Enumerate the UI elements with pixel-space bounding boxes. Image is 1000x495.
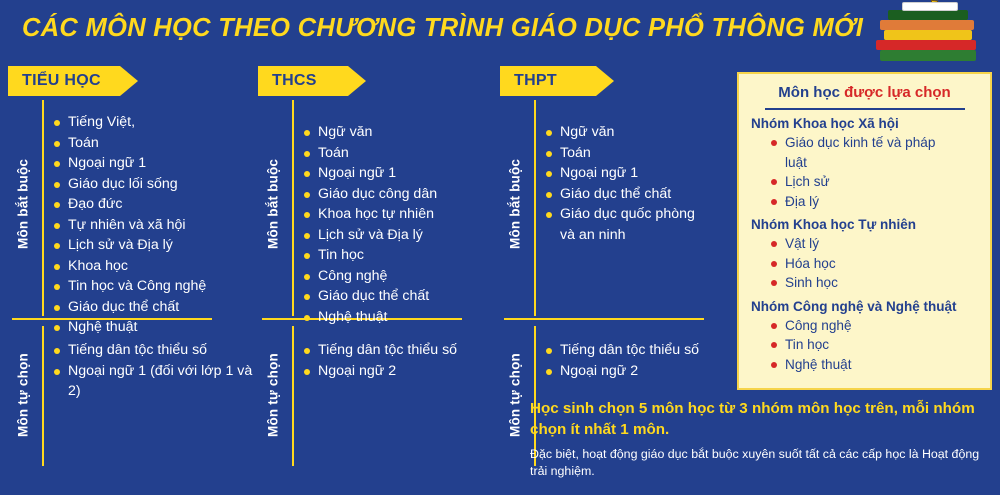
list-item: Nghệ thuật bbox=[54, 317, 206, 338]
list-item: Toán bbox=[546, 143, 696, 164]
panel-list-item: Giáo dục kinh tế và pháp luật bbox=[769, 133, 949, 172]
group-title-cong-nghe: Nhóm Công nghệ và Nghệ thuật bbox=[751, 298, 957, 314]
list-item: Ngoại ngữ 2 bbox=[546, 361, 699, 382]
panel-title-plain: Môn học bbox=[778, 84, 845, 101]
list-item: Ngoại ngữ 1 bbox=[54, 153, 206, 174]
elective-subjects-panel bbox=[737, 72, 992, 390]
group-title-tu-nhien: Nhóm Khoa học Tự nhiên bbox=[751, 217, 917, 232]
label-mon-tu-chon-2: Môn tự chọn bbox=[265, 353, 281, 437]
panel-list-item: Nghệ thuật bbox=[769, 355, 990, 375]
group-title-xa-hoi: Nhóm Khoa học Xã hội bbox=[751, 116, 899, 131]
panel-title bbox=[739, 84, 990, 101]
list-item: Tiếng Việt, bbox=[54, 112, 206, 133]
panel-list-item: Công nghệ bbox=[769, 316, 990, 336]
tab-label: TIỂU HỌC bbox=[22, 72, 101, 89]
required-list-3 bbox=[546, 122, 696, 245]
panel-list-item: Tin học bbox=[769, 335, 990, 355]
list-item: Toán bbox=[304, 143, 437, 164]
list-item: Giáo dục lối sống bbox=[54, 174, 206, 195]
note-main-text: Học sinh chọn 5 môn học từ 3 nhóm môn học trên, mỗi nhóm chọn ít nhất 1 môn. bbox=[530, 400, 975, 438]
list-item: Tiếng dân tộc thiểu số bbox=[546, 340, 699, 361]
label-mon-tu-chon-1: Môn tự chọn bbox=[15, 353, 31, 437]
page-title: CÁC MÔN HỌC THEO CHƯƠNG TRÌNH GIÁO DỤC PHỔ THÔNG MỚI bbox=[22, 14, 864, 42]
list-item: Khoa học tự nhiên bbox=[304, 204, 437, 225]
divider-horizontal bbox=[504, 318, 704, 320]
panel-divider bbox=[765, 108, 965, 110]
panel-title-highlight: được lựa chọn bbox=[844, 84, 951, 101]
tab-label: THPT bbox=[514, 72, 557, 89]
book-icon bbox=[880, 50, 976, 61]
book-icon bbox=[902, 2, 958, 11]
list-item: Ngoại ngữ 1 (đối với lớp 1 và 2) bbox=[54, 361, 254, 402]
list-item: Giáo dục thể chất bbox=[546, 184, 696, 205]
panel-list-item: Địa lý bbox=[769, 192, 990, 212]
tab-tieu-hoc[interactable] bbox=[8, 66, 120, 96]
book-icon bbox=[884, 30, 972, 40]
divider-vertical bbox=[42, 326, 44, 466]
divider-vertical bbox=[534, 100, 536, 316]
list-item: Tiếng dân tộc thiểu số bbox=[54, 340, 254, 361]
list-item: Toán bbox=[54, 133, 206, 154]
list-item: Ngữ văn bbox=[546, 122, 696, 143]
list-item: Giáo dục công dân bbox=[304, 184, 437, 205]
panel-list-item: Sinh học bbox=[769, 273, 990, 293]
list-item: Tin học và Công nghệ bbox=[54, 276, 206, 297]
book-icon bbox=[880, 20, 974, 30]
header bbox=[0, 0, 1000, 62]
list-item: Giáo dục thể chất bbox=[54, 297, 206, 318]
list-item: Ngoại ngữ 1 bbox=[304, 163, 437, 184]
divider-vertical bbox=[42, 100, 44, 316]
list-item: Tin học bbox=[304, 245, 437, 266]
list-item: Giáo dục quốc phòng và an ninh bbox=[546, 204, 696, 245]
elective-list-1 bbox=[54, 340, 254, 402]
label-mon-bat-buoc-3: Môn bắt buộc bbox=[507, 158, 523, 250]
list-item: Lịch sử và Địa lý bbox=[54, 235, 206, 256]
required-list-2 bbox=[304, 122, 437, 327]
list-item: Tiếng dân tộc thiểu số bbox=[304, 340, 457, 361]
list-item: Ngữ văn bbox=[304, 122, 437, 143]
panel-list-item: Lịch sử bbox=[769, 172, 990, 192]
list-item: Ngoại ngữ 2 bbox=[304, 361, 457, 382]
required-list-1 bbox=[54, 112, 206, 338]
panel-list-item: Vật lý bbox=[769, 234, 990, 254]
elective-list-3 bbox=[546, 340, 699, 381]
tab-thcs[interactable] bbox=[258, 66, 348, 96]
footer-note bbox=[530, 398, 985, 479]
label-mon-bat-buoc-2: Môn bắt buộc bbox=[265, 158, 281, 250]
column-thcs bbox=[258, 100, 488, 480]
tab-label: THCS bbox=[272, 72, 317, 89]
tab-thpt[interactable] bbox=[500, 66, 596, 96]
list-item: Khoa học bbox=[54, 256, 206, 277]
label-mon-tu-chon-3: Môn tự chọn bbox=[507, 353, 523, 437]
panel-list-item: Hóa học bbox=[769, 254, 990, 274]
note-sub-text: Đặc biệt, hoạt động giáo dục bắt buộc xuyên suốt tất cả các cấp học là Hoạt động trải nghiệm. bbox=[530, 447, 980, 478]
book-icon bbox=[876, 40, 976, 50]
list-item: Lịch sử và Địa lý bbox=[304, 225, 437, 246]
list-item: Ngoại ngữ 1 bbox=[546, 163, 696, 184]
list-item: Tự nhiên và xã hội bbox=[54, 215, 206, 236]
books-illustration bbox=[862, 2, 982, 64]
label-mon-bat-buoc-1: Môn bắt buộc bbox=[15, 158, 31, 250]
list-item: Đạo đức bbox=[54, 194, 206, 215]
book-icon bbox=[888, 10, 968, 20]
column-tieu-hoc bbox=[8, 100, 253, 480]
list-item: Giáo dục thể chất bbox=[304, 286, 437, 307]
divider-vertical bbox=[292, 326, 294, 466]
list-item: Công nghệ bbox=[304, 266, 437, 287]
divider-vertical bbox=[292, 100, 294, 316]
list-item: Nghệ thuật bbox=[304, 307, 437, 328]
elective-list-2 bbox=[304, 340, 457, 381]
